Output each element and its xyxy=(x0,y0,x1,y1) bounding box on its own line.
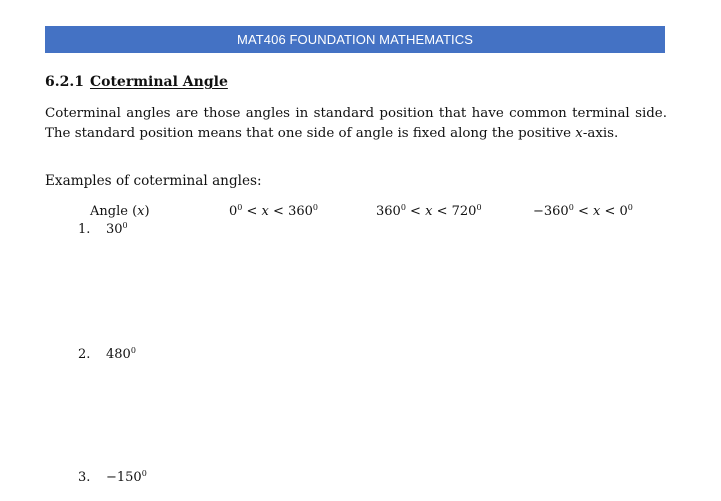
column-header-range-3 xyxy=(533,204,633,219)
definition-paragraph xyxy=(45,104,667,144)
range-3-lo-degree: 0 xyxy=(568,203,574,212)
range-2-hi-degree: 0 xyxy=(476,203,482,212)
range-3-hi: 0 xyxy=(619,204,628,219)
range-1-op2: < xyxy=(268,204,289,219)
section-number: 6.2.1 xyxy=(45,74,84,90)
range-3-hi-degree: 0 xyxy=(627,203,633,212)
example-number: 1. xyxy=(78,222,91,237)
range-2-lo-degree: 0 xyxy=(400,203,406,212)
range-1-hi-degree: 0 xyxy=(312,203,318,212)
paragraph-text-2: -axis. xyxy=(582,126,619,141)
range-1-op1: < xyxy=(242,204,262,219)
range-3-var: x xyxy=(592,204,601,219)
column-angle-var: x xyxy=(137,204,145,219)
paragraph-variable: x xyxy=(575,126,583,141)
column-header-range-1 xyxy=(229,204,318,219)
example-value-degree: 0 xyxy=(141,469,147,478)
example-item xyxy=(78,222,128,237)
range-2-lo: 360 xyxy=(376,204,401,219)
range-2-hi: 720 xyxy=(451,204,477,219)
examples-label: Examples of coterminal angles: xyxy=(45,173,262,189)
example-value-text: 30 xyxy=(106,222,123,237)
example-value xyxy=(106,347,136,362)
course-banner xyxy=(45,26,665,53)
example-item xyxy=(78,470,147,485)
range-3-op2: < xyxy=(600,204,620,219)
section-title: Coterminal Angle xyxy=(89,74,228,90)
example-value xyxy=(106,222,128,237)
paragraph-text-1: Coterminal angles are those angles in standard position that have common terminal side. The standard position means that one side of angle is fixed along the positive xyxy=(45,106,667,141)
example-value-text: 480 xyxy=(106,347,131,362)
range-2-op1: < xyxy=(405,204,426,219)
range-1-lo-degree: 0 xyxy=(237,203,243,212)
example-number: 3. xyxy=(78,470,91,485)
column-header-range-2 xyxy=(376,204,482,219)
example-value xyxy=(106,470,147,485)
example-number: 2. xyxy=(78,347,91,362)
column-header-angle xyxy=(90,204,150,219)
course-banner-text: MAT406 FOUNDATION MATHEMATICS xyxy=(237,32,473,47)
example-value-degree: 0 xyxy=(122,221,128,230)
column-angle-close: ) xyxy=(144,204,150,219)
example-item xyxy=(78,347,136,362)
column-angle-text: Angle ( xyxy=(90,204,138,219)
range-1-var: x xyxy=(261,204,269,219)
example-value-text: −150 xyxy=(106,470,142,485)
section-heading xyxy=(45,74,228,90)
range-2-var: x xyxy=(425,204,433,219)
example-value-degree: 0 xyxy=(130,346,136,355)
range-1-lo: 0 xyxy=(229,204,238,219)
range-2-op2: < xyxy=(432,204,452,219)
range-1-hi: 360 xyxy=(288,204,313,219)
range-3-op1: < xyxy=(573,204,593,219)
range-3-lo: −360 xyxy=(533,204,569,219)
